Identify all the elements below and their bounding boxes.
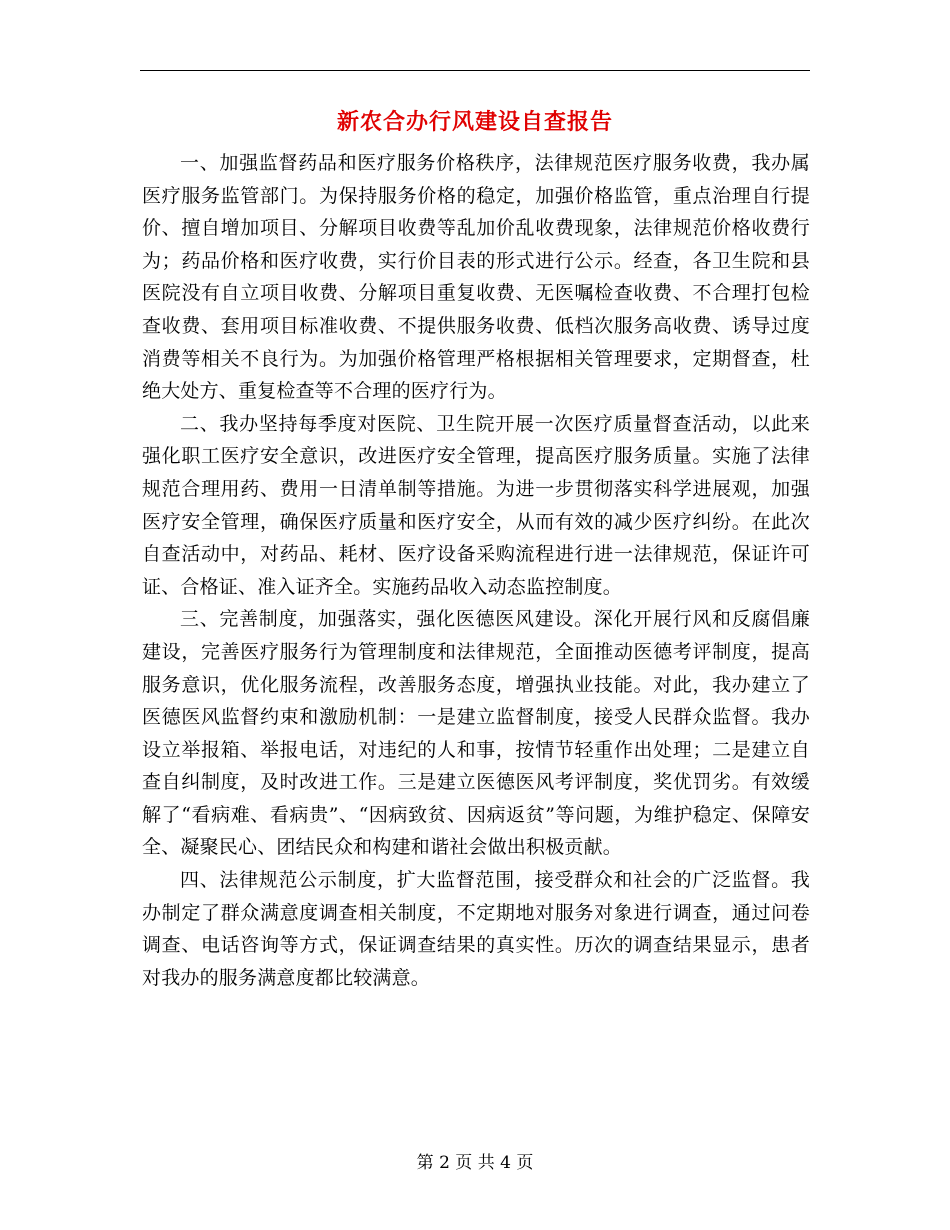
header-rule (140, 70, 810, 71)
paragraph-1: 一、加强监督药品和医疗服务价格秩序，法律规范医疗服务收费，我办属医疗服务监管部门。为保持服务价格的稳定，加强价格监管，重点治理自行提价、擅自增加项目、分解项目收费等乱加价乱收费现象，法律规范价格收费行为；药品价格和医疗收费，实行价目表的形式进行公示。经查，各卫生院和县医院没有自立项目收费、分解项目重复收费、无医嘱检查收费、不合理打包检查收费、套用项目标准收费、不提供服务收费、低档次服务高收费、诱导过度消费等相关不良行为。为加强价格管理严格根据相关管理要求，定期督查，杜绝大处方、重复检查等不合理的医疗行为。 (142, 152, 810, 403)
document-title: 新农合办行风建设自查报告 (336, 109, 613, 135)
page-footer: 第 2 页 共 4 页 (416, 1153, 534, 1173)
paragraph-3: 三、完善制度，加强落实，强化医德医风建设。深化开展行风和反腐倡廉建设，完善医疗服务行为管理制度和法律规范，全面推动医德考评制度，提高服务意识，优化服务流程，改善服务态度，增强执业技能。对此，我办建立了医德医风监督约束和激励机制：一是建立监督制度，接受人民群众监督。我办设立举报箱、举报电话，对违纪的人和事，按情节轻重作出处理；二是建立自查自纠制度，及时改进工作。三是建立医德医风考评制度，奖优罚劣。有效缓解了“看病难、看病贵”、“因病致贫、因病返贫”等问题，为维护稳定、保障安全、凝聚民心、团结民众和构建和谐社会做出积极贡献。 (142, 608, 810, 859)
document-body (142, 147, 810, 994)
paragraph-4: 四、法律规范公示制度，扩大监督范围，接受群众和社会的广泛监督。我办制定了群众满意度调查相关制度，不定期地对服务对象进行调查，通过问卷调查、电话咨询等方式，保证调查结果的真实性。历次的调查结果显示，患者对我办的服务满意度都比较满意。 (142, 869, 810, 989)
paragraph-2: 二、我办坚持每季度对医院、卫生院开展一次医疗质量督查活动，以此来强化职工医疗安全意识，改进医疗安全管理，提高医疗服务质量。实施了法律规范合理用药、费用一日清单制等措施。为进一步贯彻落实科学进展观，加强医疗安全管理，确保医疗质量和医疗安全，从而有效的减少医疗纠纷。在此次自查活动中，对药品、耗材、医疗设备采购流程进行进一法律规范，保证许可证、合格证、准入证齐全。实施药品收入动态监控制度。 (142, 412, 810, 598)
